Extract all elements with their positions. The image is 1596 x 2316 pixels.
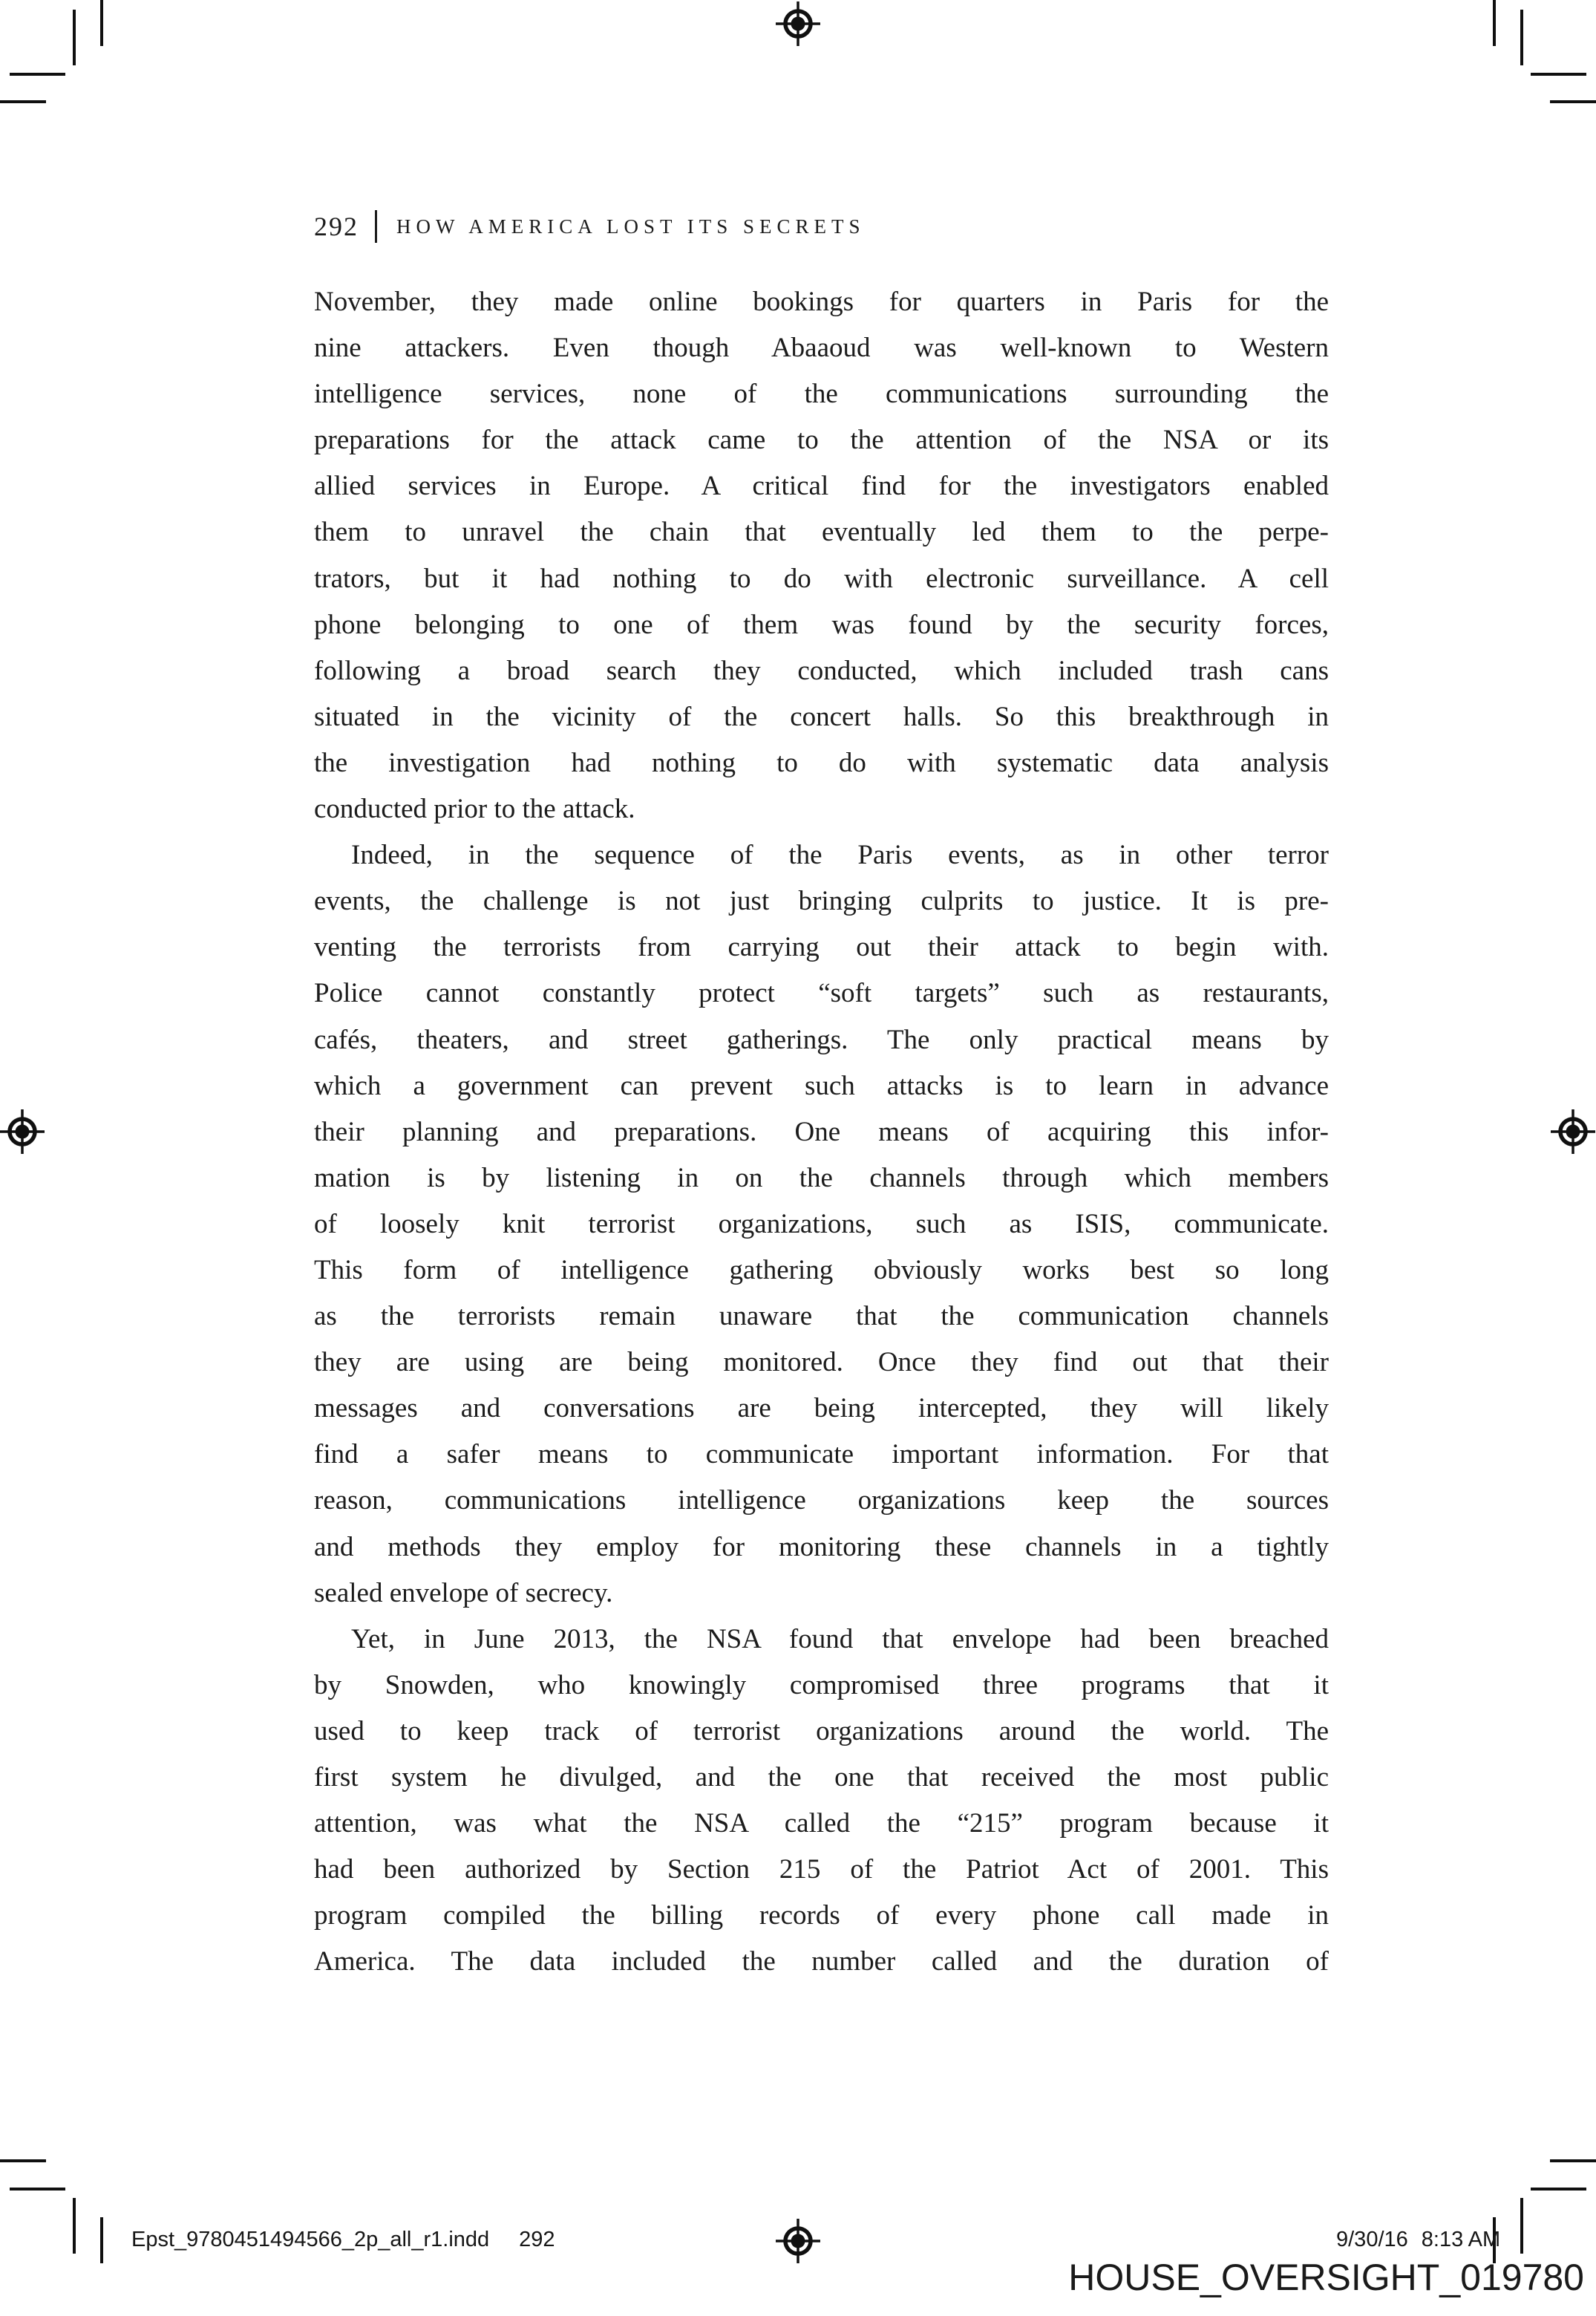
slug-page-number: 292 bbox=[519, 2228, 555, 2251]
crop-mark bbox=[10, 2188, 65, 2191]
registration-mark-icon bbox=[774, 2217, 822, 2265]
body-line: first system he divulged, and the one that received the most public bbox=[314, 1762, 1329, 1793]
body-line: Yet, in June 2013, the NSA found that envelope had been breached bbox=[351, 1623, 1329, 1654]
slug-filename: Epst_9780451494566_2p_all_r1.indd bbox=[131, 2228, 490, 2251]
crop-mark bbox=[1493, 0, 1496, 46]
body-line: they are using are being monitored. Once they find out that their bbox=[314, 1347, 1329, 1378]
body-line: venting the terrorists from carrying out their attack to begin with. bbox=[314, 932, 1329, 963]
crop-mark bbox=[100, 0, 103, 46]
running-head-title: HOW AMERICA LOST ITS SECRETS bbox=[396, 215, 866, 238]
crop-mark bbox=[73, 10, 76, 65]
body-line: by Snowden, who knowingly compromised three programs that it bbox=[314, 1669, 1329, 1700]
header-divider bbox=[375, 210, 377, 243]
body-line: find a safer means to communicate important information. For that bbox=[314, 1439, 1329, 1470]
crop-mark bbox=[10, 73, 65, 76]
body-line: following a broad search they conducted, which included trash cans bbox=[314, 655, 1329, 686]
page-header bbox=[314, 210, 866, 243]
body-line: as the terrorists remain unaware that the communication channels bbox=[314, 1301, 1329, 1332]
crop-mark bbox=[1531, 73, 1586, 76]
body-line: messages and conversations are being intercepted, they will likely bbox=[314, 1393, 1329, 1424]
body-line: conducted prior to the attack. bbox=[314, 794, 635, 825]
body-line: the investigation had nothing to do with systematic data analysis bbox=[314, 747, 1329, 778]
body-line: This form of intelligence gathering obviously works best so long bbox=[314, 1254, 1329, 1285]
body-line: attention, was what the NSA called the “215” program because it bbox=[314, 1808, 1329, 1839]
body-line: mation is by listening in on the channels through which members bbox=[314, 1162, 1329, 1193]
crop-mark bbox=[1520, 2198, 1523, 2254]
crop-mark bbox=[100, 2217, 103, 2263]
body-line: Police cannot constantly protect “soft targets” such as restaurants, bbox=[314, 978, 1329, 1009]
body-line: preparations for the attack came to the attention of the NSA or its bbox=[314, 425, 1329, 456]
crop-mark bbox=[1531, 2188, 1586, 2191]
bates-number: HOUSE_OVERSIGHT_019780 bbox=[1068, 2257, 1584, 2298]
body-line: them to unravel the chain that eventually led them to the perpe- bbox=[314, 517, 1329, 548]
body-line: program compiled the billing records of every phone call made in bbox=[314, 1900, 1329, 1931]
page-number: 292 bbox=[314, 212, 359, 241]
crop-mark bbox=[1550, 100, 1596, 103]
body-line: which a government can prevent such attacks is to learn in advance bbox=[314, 1070, 1329, 1101]
body-line: trators, but it had nothing to do with electronic surveillance. A cell bbox=[314, 563, 1329, 594]
crop-mark bbox=[0, 100, 46, 103]
print-timestamp bbox=[1336, 2228, 1500, 2252]
body-line: phone belonging to one of them was found by the security forces, bbox=[314, 609, 1329, 640]
registration-mark-icon bbox=[0, 1108, 46, 1155]
body-line: events, the challenge is not just bringing culprits to justice. It is pre- bbox=[314, 886, 1329, 917]
body-line: of loosely knit terrorist organizations, such as ISIS, communicate. bbox=[314, 1208, 1329, 1239]
body-line: Indeed, in the sequence of the Paris events, as in other terror bbox=[351, 840, 1329, 871]
body-line: intelligence services, none of the communications surrounding the bbox=[314, 379, 1329, 410]
slug-date: 9/30/16 bbox=[1336, 2228, 1408, 2251]
registration-mark-icon bbox=[1549, 1108, 1596, 1155]
crop-mark bbox=[1550, 2159, 1596, 2162]
body-line: cafés, theaters, and street gatherings. The only practical means by bbox=[314, 1024, 1329, 1055]
body-line: reason, communications intelligence organizations keep the sources bbox=[314, 1485, 1329, 1516]
body-line: America. The data included the number called and the duration of bbox=[314, 1946, 1329, 1977]
body-line: November, they made online bookings for quarters in Paris for the bbox=[314, 287, 1329, 317]
body-line: nine attackers. Even though Abaaoud was well-known to Western bbox=[314, 333, 1329, 364]
body-text bbox=[314, 279, 1329, 1985]
body-line: sealed envelope of secrecy. bbox=[314, 1577, 613, 1608]
crop-mark bbox=[1520, 10, 1523, 65]
crop-mark bbox=[0, 2159, 46, 2162]
body-line: their planning and preparations. One means of acquiring this infor- bbox=[314, 1116, 1329, 1147]
registration-mark-icon bbox=[774, 0, 822, 48]
body-line: situated in the vicinity of the concert halls. So this breakthrough in bbox=[314, 701, 1329, 732]
print-slug bbox=[131, 2228, 555, 2252]
body-line: allied services in Europe. A critical find for the investigators enabled bbox=[314, 471, 1329, 502]
slug-time: 8:13 AM bbox=[1421, 2228, 1501, 2251]
crop-mark bbox=[73, 2198, 76, 2254]
body-line: and methods they employ for monitoring these channels in a tightly bbox=[314, 1531, 1329, 1562]
body-line: used to keep track of terrorist organizations around the world. The bbox=[314, 1715, 1329, 1746]
body-line: had been authorized by Section 215 of the Patriot Act of 2001. This bbox=[314, 1854, 1329, 1885]
